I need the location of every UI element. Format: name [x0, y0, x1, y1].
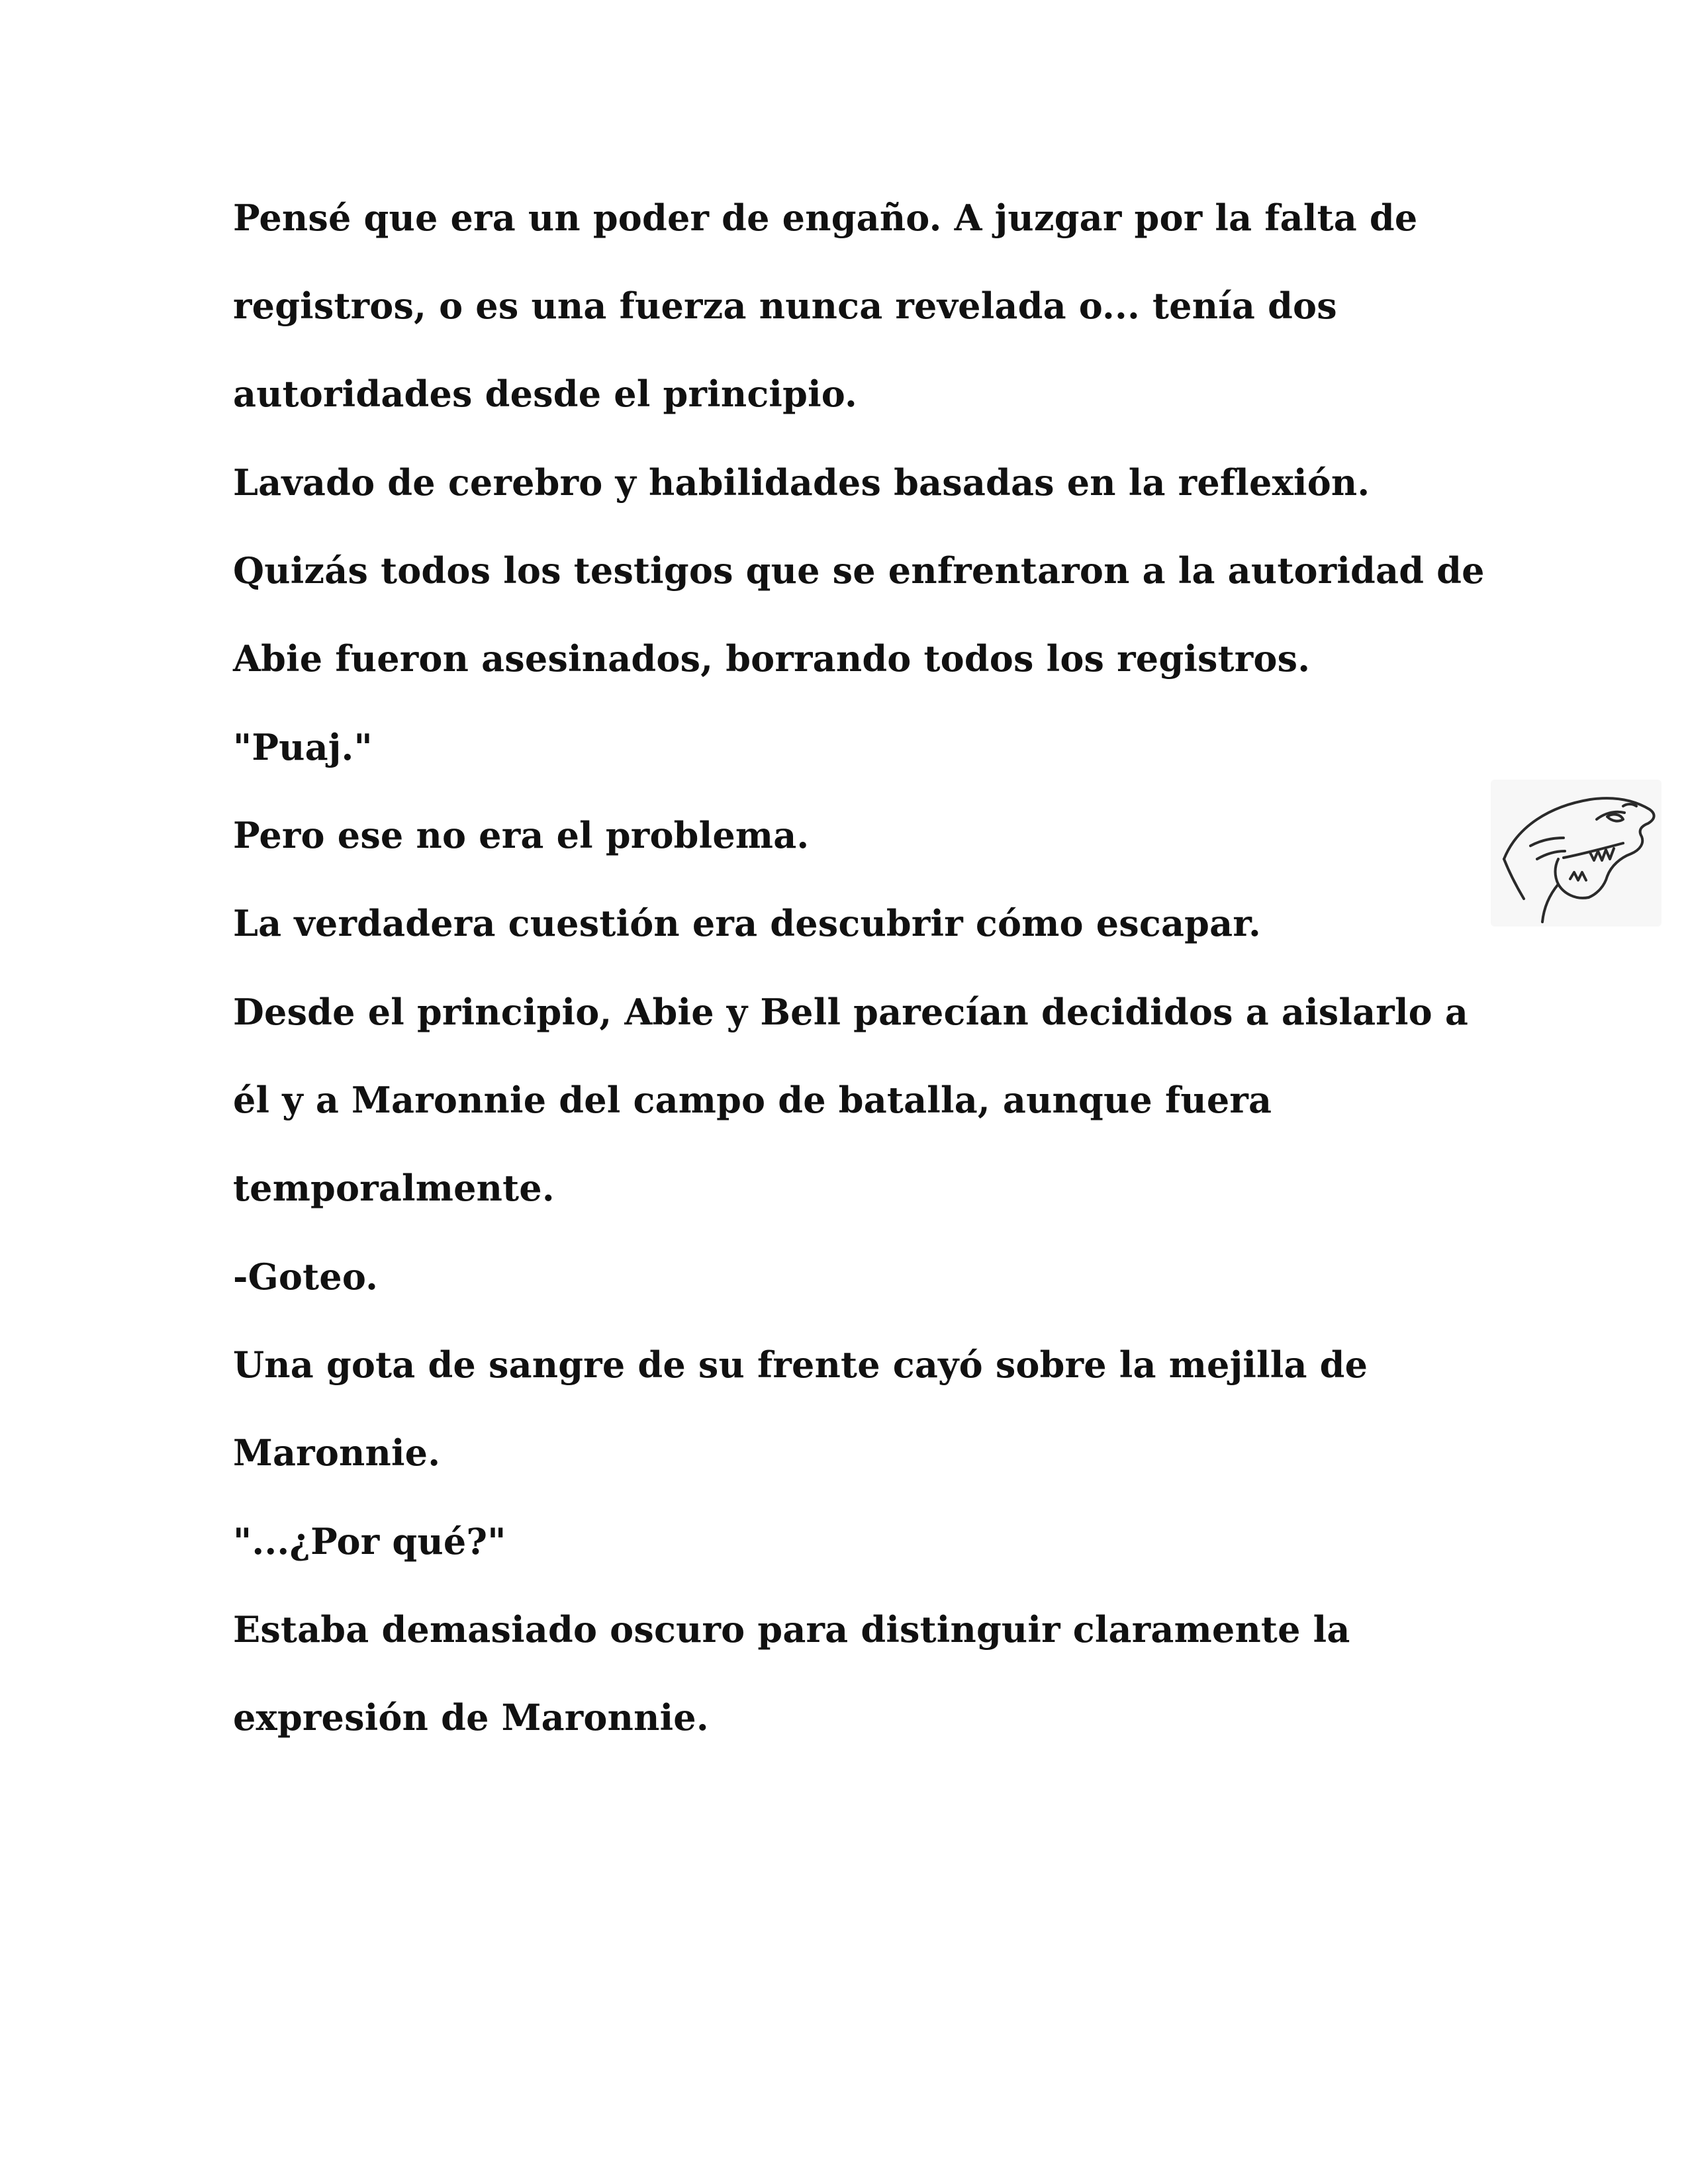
- text-line: Pero ese no era el problema.: [233, 814, 810, 856]
- text-line: Desde el principio, Abie y Bell parecían decididos a aislarlo a: [233, 991, 1469, 1033]
- text-line: temporalmente.: [233, 1167, 555, 1209]
- dinosaur-sketch-svg: [1491, 780, 1662, 927]
- text-line: Una gota de sangre de su frente cayó sobre la mejilla de: [233, 1343, 1368, 1386]
- text-line: expresión de Maronnie.: [233, 1696, 709, 1739]
- text-line: Quizás todos los testigos que se enfrentaron a la autoridad de: [233, 549, 1485, 592]
- text-line: autoridades desde el principio.: [233, 373, 858, 415]
- text-line: Estaba demasiado oscuro para distinguir claramente la: [233, 1608, 1350, 1651]
- text-line: Pensé que era un poder de engaño. A juzgar por la falta de: [233, 197, 1418, 239]
- text-line: "...¿Por qué?": [233, 1520, 506, 1563]
- dinosaur-head-sketch-icon: [1491, 780, 1662, 927]
- text-line: "Puaj.": [233, 726, 373, 768]
- text-line: -Goteo.: [233, 1255, 379, 1298]
- text-line: registros, o es una fuerza nunca revelada o... tenía dos: [233, 285, 1337, 327]
- text-line: Abie fueron asesinados, borrando todos los registros.: [233, 637, 1311, 680]
- text-line: él y a Maronnie del campo de batalla, aunque fuera: [233, 1079, 1272, 1121]
- text-line: Maronnie.: [233, 1432, 441, 1474]
- text-line: Lavado de cerebro y habilidades basadas en la reflexión.: [233, 461, 1370, 504]
- text-line: La verdadera cuestión era descubrir cómo escapar.: [233, 902, 1262, 944]
